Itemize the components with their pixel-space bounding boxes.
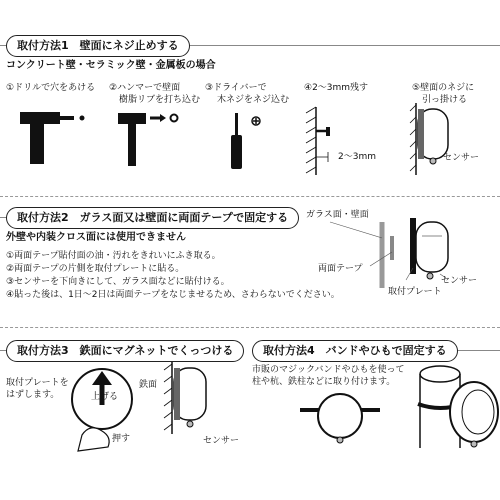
section2-instruction-2: ②両面テープの片側を取付プレートに貼る。 <box>6 264 185 274</box>
section1-subtitle: コンクリート壁・セラミック壁・金属板の場合 <box>6 60 216 71</box>
band-front-diagram <box>300 392 380 452</box>
section3-text-line1: 取付プレートを <box>6 378 69 388</box>
step3-label: ③ドライバーで <box>205 83 267 93</box>
step5-label-line2: 引っ掛ける <box>422 95 468 105</box>
step3-label-line2: 木ネジをネジ込む <box>217 95 290 105</box>
section4-title: 取付方法4 バンドやひもで固定する <box>252 340 458 362</box>
section2-warning: 外壁や内装クロス面には使用できません <box>6 232 186 243</box>
screwdriver-icon <box>226 113 276 173</box>
magnet-mount-diagram <box>168 362 218 437</box>
sensor-wall-diagram <box>410 103 460 178</box>
glass-wall-label: ガラス面・壁面 <box>306 210 369 220</box>
section2-sensor-label: センサー <box>441 276 478 286</box>
step2-label: ②ハンマーで壁面 <box>109 83 181 93</box>
drill-icon <box>18 112 88 167</box>
dimension-label: 2～3mm <box>338 152 376 162</box>
up-label: 上げる <box>91 392 119 402</box>
section1-sensor-label: センサー <box>443 153 480 163</box>
pole-band-diagram <box>418 360 498 450</box>
section3-sensor-label: センサー <box>203 436 240 446</box>
section1-title: 取付方法1 壁面にネジ止めする <box>6 35 190 57</box>
remove-plate-diagram <box>68 365 148 455</box>
step5-label: ⑤壁面のネジに <box>412 83 475 93</box>
section2-instruction-1: ①両面テープ貼付面の油・汚れをきれいにふき取る。 <box>6 251 221 261</box>
section2-instruction-4: ④貼った後は、1日～2日は両面テープをなじませるため、さわらないでください。 <box>6 290 340 300</box>
hammer-icon <box>118 113 188 168</box>
section3-title: 取付方法3 鉄面にマグネットでくっつける <box>6 340 244 362</box>
section3-text-line2: はずします。 <box>6 390 60 400</box>
step2-label-line2: 樹脂リブを打ち込む <box>119 95 201 105</box>
iron-surface-label: 鉄面 <box>139 380 158 390</box>
section2-instruction-3: ③センサーを下向きにして、ガラス面などに貼付ける。 <box>6 277 230 287</box>
step1-label: ①ドリルで穴をあける <box>6 83 96 93</box>
push-label: 押す <box>112 434 131 444</box>
step4-label: ④2～3mm残す <box>304 83 369 93</box>
wall-screw-diagram <box>306 107 406 177</box>
section2-title: 取付方法2 ガラス面又は壁面に両面テープで固定する <box>6 207 299 229</box>
tape-label: 両面テープ <box>318 264 363 274</box>
section4-text-line1: 市販のマジックバンドやひもを使って <box>252 365 405 375</box>
section4-text-line2: 柱や杭、鉄柱などに取り付けます。 <box>252 377 396 387</box>
plate-label: 取付プレート <box>388 287 442 297</box>
